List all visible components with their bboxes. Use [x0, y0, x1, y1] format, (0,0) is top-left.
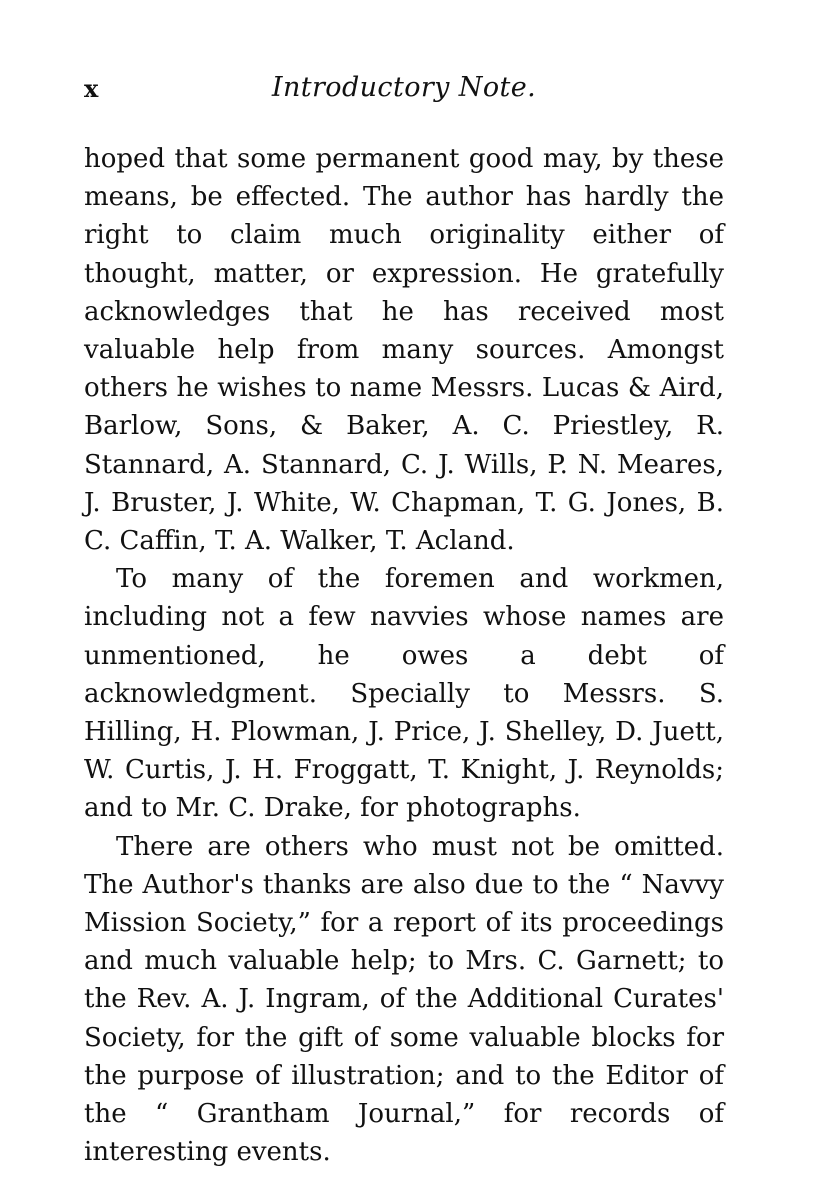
running-title: Introductory Note.	[271, 72, 537, 103]
paragraph-thanks: There are others who must not be omitted. The Author's thanks are also due to the “ Navvy Mission Society,” for a report of its proceedings and much valuable help; to Mrs. C. Garnett; to the Rev. A. J. Ingram, of the Additional Curates' Society, for the gift of some valuable blocks for the purpose of illustration; and to the Editor of the “ Grantham Journal,” for records of interesting events.	[84, 831, 724, 1168]
running-head	[84, 72, 724, 112]
paragraph-continued: hoped that some permanent good may, by these means, be effected. The author has hardly the right to claim much originality either of thought, matter, or expression. He gratefully acknowledges that he has received most valuable help from many sources. Amongst others he wishes to name Messrs. Lucas & Aird, Barlow, Sons, & Baker, A. C. Priestley, R. Stannard, A. Stannard, C. J. Wills, P. N. Meares, J. Bruster, J. White, W. Chapman, T. G. Jones, B. C. Caffin, T. A. Walker, T. Acland.	[84, 144, 724, 557]
paragraph-foremen: To many of the foremen and workmen, including not a few navvies whose names are unmentioned, he owes a debt of acknowledgment. Specially to Messrs. S. Hilling, H. Plowman, J. Price, J. Shelley, D. Juett, W. Curtis, J. H. Froggatt, T. Knight, J. Reynolds; and to Mr. C. Drake, for photographs.	[84, 564, 724, 824]
book-page	[84, 72, 724, 1171]
body-text	[84, 140, 724, 1171]
page-number: x	[84, 74, 99, 103]
